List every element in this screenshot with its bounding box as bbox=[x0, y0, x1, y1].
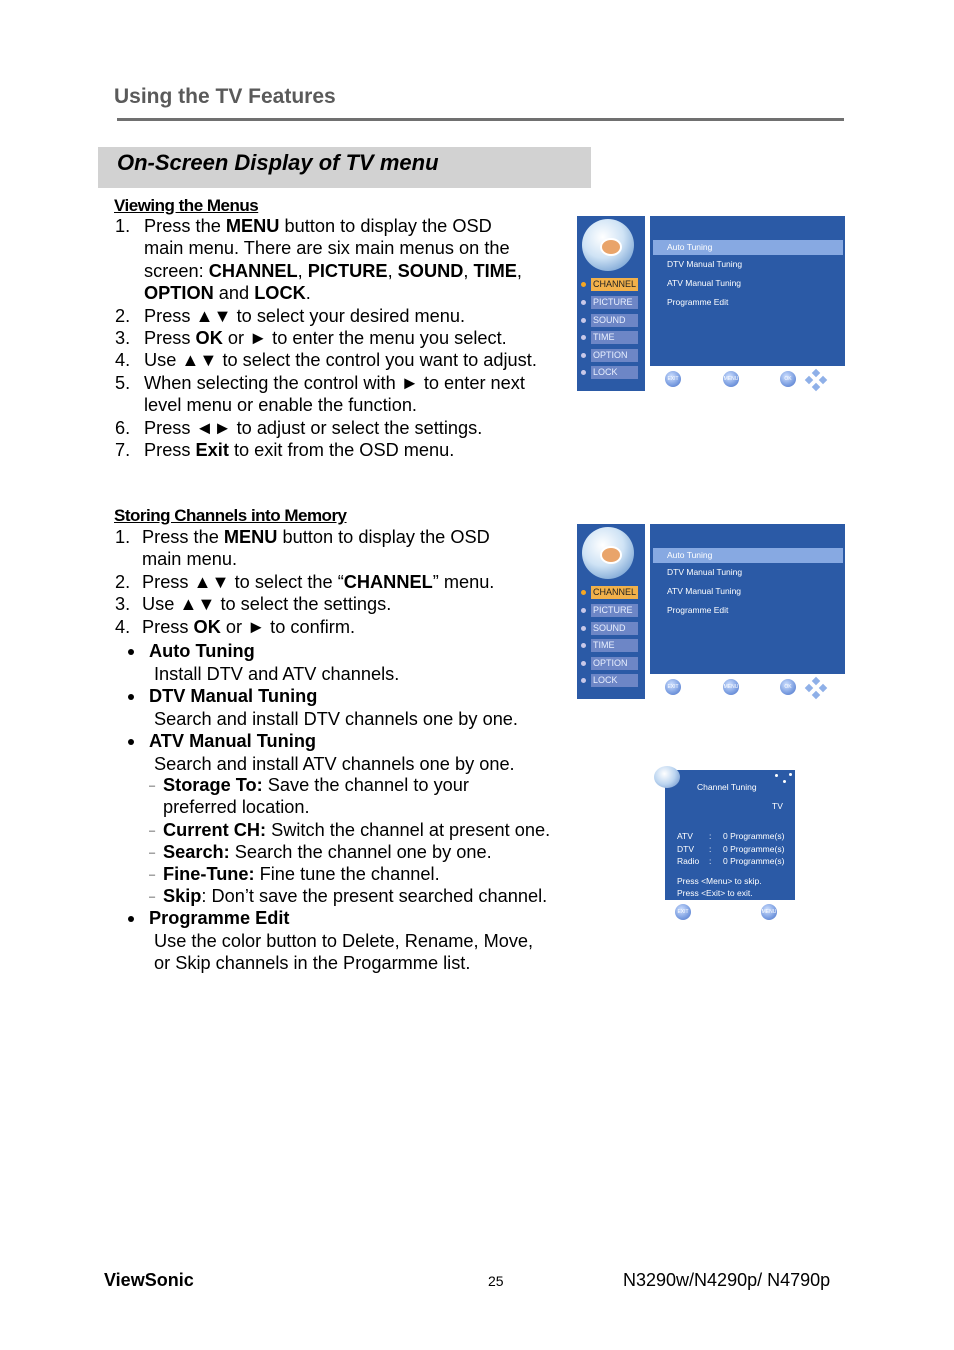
menu-bullet-icon bbox=[581, 318, 586, 323]
menu-bullet-icon bbox=[581, 335, 586, 340]
tv-logo-icon bbox=[582, 219, 634, 271]
bullet-icon bbox=[128, 739, 134, 745]
item-description: Use the color button to Delete, Rename, Move, bbox=[154, 930, 534, 951]
dash-bullet: – bbox=[149, 891, 156, 903]
osd-menu-option: OPTION bbox=[591, 657, 638, 670]
osd-submenu-item: DTV Manual Tuning bbox=[667, 259, 743, 269]
menu-bullet-icon bbox=[581, 608, 586, 613]
logo-mark-icon bbox=[600, 238, 622, 256]
atv-option: Storage To: Save the channel to your bbox=[163, 775, 469, 795]
osd-button-bar bbox=[650, 674, 845, 699]
atv-option: Fine-Tune: Fine tune the channel. bbox=[163, 864, 440, 884]
menu-bullet-icon bbox=[581, 626, 586, 631]
ok-button-icon: OK bbox=[780, 371, 796, 387]
bullet-icon bbox=[128, 649, 134, 655]
tuning-hint-skip: Press <Menu> to skip. bbox=[677, 876, 762, 886]
storing-step-number: 2. bbox=[115, 571, 131, 592]
menu-button-icon: MENU bbox=[723, 371, 739, 387]
menu-bullet-icon bbox=[581, 678, 586, 683]
menu-bullet-icon bbox=[581, 282, 586, 287]
section-title: Using the TV Features bbox=[114, 85, 336, 108]
osd-menu-picture: PICTURE bbox=[591, 296, 638, 309]
osd-menu-sound: SOUND bbox=[591, 622, 638, 635]
osd-submenu-item: Programme Edit bbox=[667, 605, 729, 615]
menu-bullet-icon bbox=[581, 661, 586, 666]
dpad-icon bbox=[806, 678, 826, 698]
tv-logo-icon bbox=[654, 766, 680, 788]
viewing-step-text: Press ◄► to adjust or select the settings. bbox=[144, 417, 483, 438]
menu-button-icon: MENU bbox=[761, 904, 777, 920]
atv-option: Current CH: Switch the channel at present one. bbox=[163, 820, 551, 840]
item-title: ATV Manual Tuning bbox=[149, 731, 317, 751]
footer-model: N3290w/N4290p/ N4790p bbox=[623, 1270, 831, 1290]
viewing-step-text: level menu or enable the function. bbox=[144, 395, 417, 416]
osd-menu-channel: CHANNEL bbox=[593, 587, 637, 597]
viewing-step-number: 2. bbox=[115, 305, 131, 326]
storing-step-text: Press the MENU button to display the OSD bbox=[142, 527, 490, 547]
tv-logo-icon bbox=[582, 527, 634, 579]
osd-submenu-item: Auto Tuning bbox=[653, 548, 843, 563]
bullet-icon bbox=[128, 694, 134, 700]
tuning-hint-exit: Press <Exit> to exit. bbox=[677, 888, 753, 898]
channel-tuning-screenshot bbox=[654, 766, 796, 924]
osd-submenu-item: DTV Manual Tuning bbox=[667, 567, 743, 577]
tuning-row-cell: Radio bbox=[677, 856, 700, 866]
atv-option: Skip: Don’t save the present searched channel. bbox=[163, 886, 548, 906]
viewing-step-number: 6. bbox=[115, 417, 131, 438]
osd-button-bar bbox=[650, 366, 845, 391]
storing-step-number: 3. bbox=[115, 594, 131, 615]
viewing-step-text: OPTION and LOCK. bbox=[144, 283, 311, 304]
exit-button-icon: EXIT bbox=[665, 679, 681, 695]
storing-step-text: Press ▲▼ to select the “CHANNEL” menu. bbox=[142, 571, 495, 592]
tuning-row-cell: 0 Programme(s) bbox=[723, 856, 785, 866]
viewing-step-text: Press ▲▼ to select your desired menu. bbox=[144, 305, 466, 326]
menu-bullet-icon bbox=[581, 590, 586, 595]
viewing-step-number: 4. bbox=[115, 350, 131, 371]
viewing-step-text: Press the MENU button to display the OSD bbox=[144, 216, 492, 236]
item-description: or Skip channels in the Progarmme list. bbox=[154, 953, 471, 973]
item-description: Search and install DTV channels one by one. bbox=[154, 708, 518, 729]
footer-brand: ViewSonic bbox=[104, 1270, 194, 1290]
tuning-title: Channel Tuning bbox=[697, 782, 757, 792]
osd-menu-channel: CHANNEL bbox=[593, 279, 637, 289]
item-title: DTV Manual Tuning bbox=[149, 686, 318, 706]
dpad-icon bbox=[806, 370, 826, 390]
viewing-step-text: Press Exit to exit from the OSD menu. bbox=[144, 440, 455, 460]
dash-bullet: – bbox=[149, 847, 156, 859]
ok-button-icon: OK bbox=[780, 679, 796, 695]
footer-page-number: 25 bbox=[488, 1273, 504, 1289]
dash-bullet: – bbox=[149, 780, 156, 792]
bullet-icon bbox=[128, 916, 134, 922]
tuning-panel bbox=[665, 770, 795, 900]
osd-submenu-panel bbox=[650, 216, 845, 366]
viewing-step-text: screen: CHANNEL, PICTURE, SOUND, TIME, bbox=[144, 260, 522, 281]
osd-sidebar bbox=[577, 216, 645, 391]
viewing-step-number: 1. bbox=[115, 216, 131, 236]
subsection-title: On-Screen Display of TV menu bbox=[117, 150, 439, 175]
logo-mark-icon bbox=[600, 546, 622, 564]
viewing-step-text: When selecting the control with ► to enter next bbox=[144, 372, 525, 393]
viewing-step-number: 5. bbox=[115, 372, 131, 393]
exit-button-icon: EXIT bbox=[675, 904, 691, 920]
osd-menu-option: OPTION bbox=[591, 349, 638, 362]
osd-menu-screenshot-2 bbox=[577, 524, 845, 699]
tuning-row-cell: ATV bbox=[677, 831, 693, 841]
osd-menu-screenshot-1 bbox=[577, 216, 845, 391]
menu-button-icon: MENU bbox=[723, 679, 739, 695]
tuning-row-cell: 0 Programme(s) bbox=[723, 831, 785, 841]
menu-bullet-icon bbox=[581, 353, 586, 358]
storing-channels-heading: Storing Channels into Memory bbox=[114, 506, 347, 525]
tuning-tv-label: TV bbox=[772, 801, 783, 811]
viewing-step-text: Press OK or ► to enter the menu you select. bbox=[144, 328, 507, 348]
storing-step-text: main menu. bbox=[142, 549, 238, 570]
storing-step-number: 1. bbox=[115, 527, 131, 547]
viewing-step-number: 7. bbox=[115, 440, 131, 460]
storing-step-text: Use ▲▼ to select the settings. bbox=[142, 594, 392, 615]
menu-bullet-icon bbox=[581, 370, 586, 375]
osd-menu-lock: LOCK bbox=[591, 674, 638, 687]
dash-bullet: – bbox=[149, 869, 156, 881]
atv-option: preferred location. bbox=[163, 797, 310, 817]
viewing-step-text: Use ▲▼ to select the control you want to adjust. bbox=[144, 350, 537, 371]
osd-submenu-item: Programme Edit bbox=[667, 297, 729, 307]
osd-menu-lock: LOCK bbox=[591, 366, 638, 379]
osd-menu-time: TIME bbox=[591, 639, 638, 652]
menu-bullet-icon bbox=[581, 300, 586, 305]
osd-sidebar bbox=[577, 524, 645, 699]
storing-step-number: 4. bbox=[115, 616, 131, 637]
osd-menu-time: TIME bbox=[591, 331, 638, 344]
item-description: Install DTV and ATV channels. bbox=[154, 663, 400, 684]
storing-step-text: Press OK or ► to confirm. bbox=[142, 616, 356, 637]
tuning-row-cell: : bbox=[709, 856, 712, 866]
dash-bullet: – bbox=[149, 825, 156, 837]
osd-menu-picture: PICTURE bbox=[591, 604, 638, 617]
menu-bullet-icon bbox=[581, 643, 586, 648]
osd-submenu-panel bbox=[650, 524, 845, 674]
viewing-step-number: 3. bbox=[115, 328, 131, 348]
atv-option: Search: Search the channel one by one. bbox=[163, 842, 492, 862]
tuning-row-cell: DTV bbox=[677, 843, 694, 854]
tuning-row-cell: : bbox=[709, 843, 712, 854]
item-title: Programme Edit bbox=[149, 908, 290, 928]
viewing-menus-heading: Viewing the Menus bbox=[114, 196, 259, 215]
osd-submenu-item: Auto Tuning bbox=[653, 240, 843, 255]
osd-submenu-item: ATV Manual Tuning bbox=[667, 586, 742, 596]
exit-button-icon: EXIT bbox=[665, 371, 681, 387]
osd-submenu-item: ATV Manual Tuning bbox=[667, 278, 742, 288]
item-title: Auto Tuning bbox=[149, 641, 255, 661]
header-rule bbox=[117, 118, 844, 121]
viewing-step-text: main menu. There are six main menus on the bbox=[144, 238, 510, 259]
osd-menu-sound: SOUND bbox=[591, 314, 638, 327]
tuning-button-bar bbox=[665, 900, 795, 924]
item-description: Search and install ATV channels one by one. bbox=[154, 753, 515, 774]
tuning-row-cell: : bbox=[709, 831, 712, 841]
tuning-row-cell: 0 Programme(s) bbox=[723, 843, 785, 854]
